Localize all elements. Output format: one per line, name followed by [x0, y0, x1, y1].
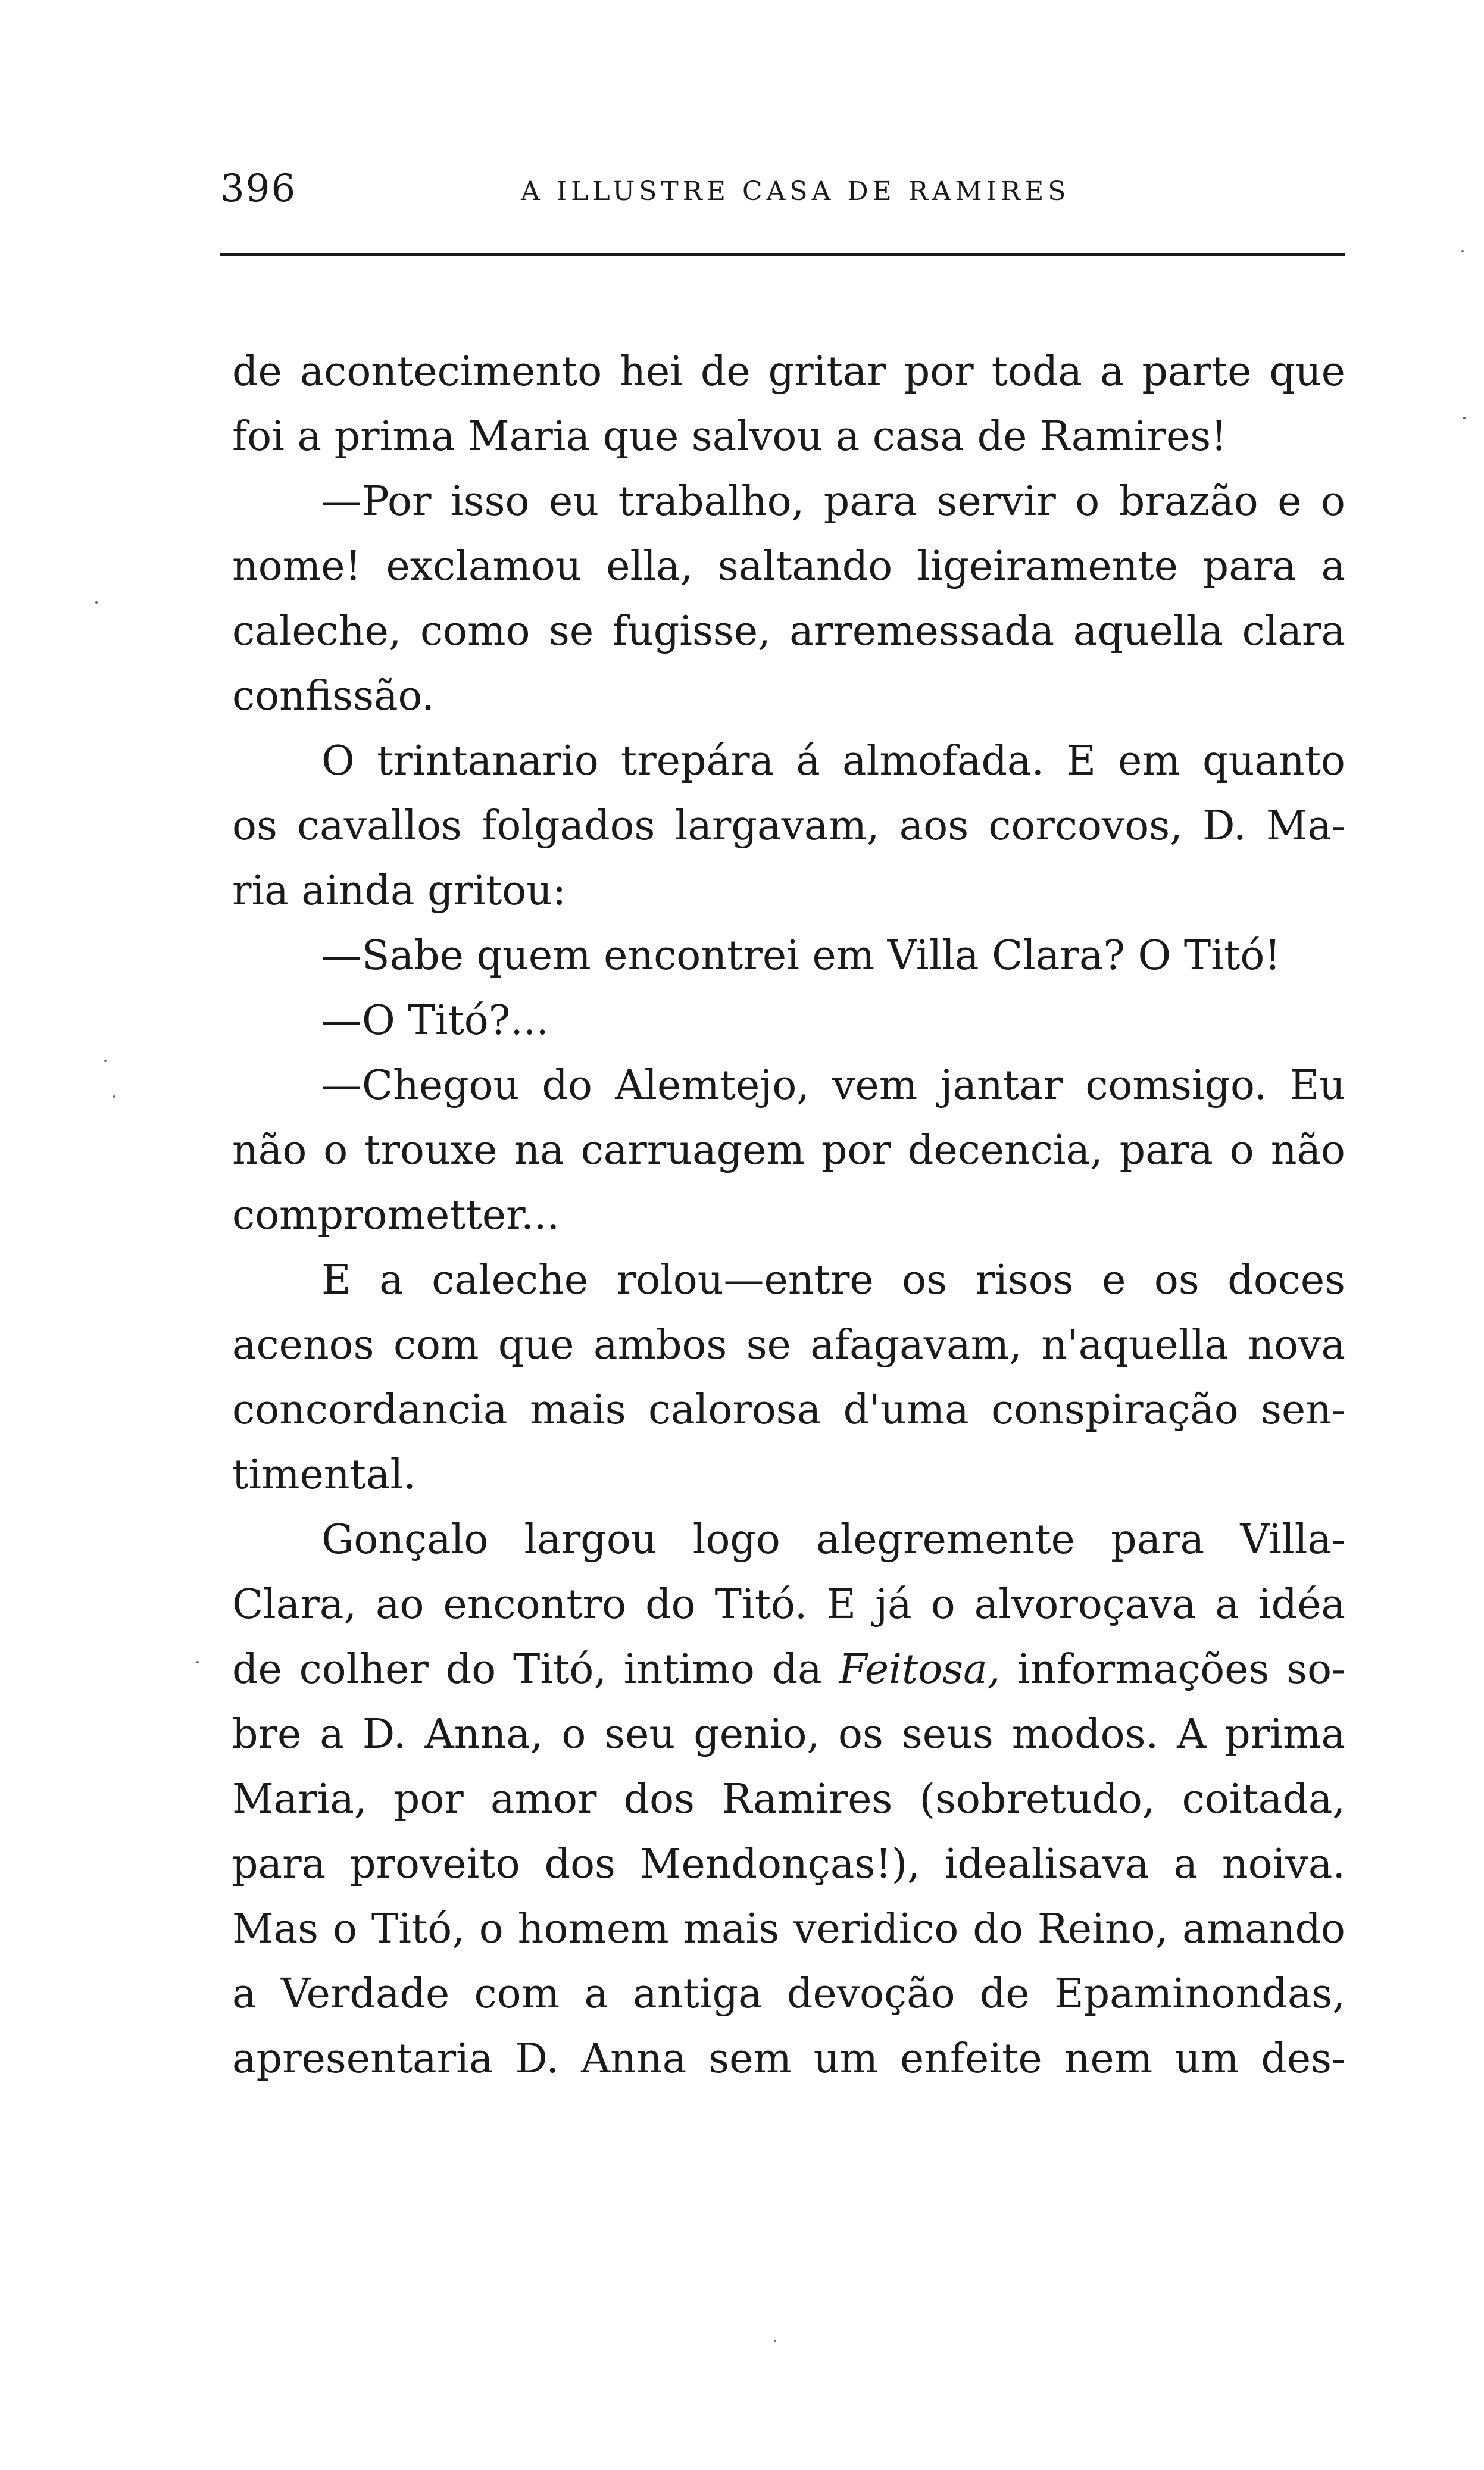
print-speck — [196, 1661, 199, 1663]
running-title: A ILLUSTRE CASA DE RAMIRES — [521, 176, 1070, 207]
text-line: —Chegou do Alemtejo, vem jantar comsigo. Eu — [321, 1062, 1345, 1109]
page-number: 396 — [220, 167, 297, 211]
text-line: ria ainda gritou: — [232, 867, 566, 914]
text-line: Mas o Titó, o homem mais veridico do Reino, amando — [232, 1906, 1345, 1953]
text-line: acenos com que ambos se afagavam, n'aquella nova — [232, 1322, 1345, 1369]
print-speck — [774, 2340, 776, 2342]
italic-name: Feitosa, — [839, 1646, 1001, 1693]
text-line: Maria, por amor dos Ramires (sobretudo, coitada, — [232, 1776, 1345, 1823]
text-line: —O Titó?... — [321, 997, 549, 1044]
text-line: não o trouxe na carruagem por decencia, para o não — [232, 1127, 1345, 1174]
print-speck — [104, 1060, 107, 1062]
text-line: os cavallos folgados largavam, aos corcovos, D. Ma- — [232, 802, 1345, 850]
text-line: —Por isso eu trabalho, para servir o brazão e o — [321, 478, 1345, 525]
text-line: apresentaria D. Anna sem um enfeite nem um des- — [232, 2035, 1345, 2082]
text-line — [232, 1640, 1345, 1705]
print-speck — [113, 1095, 115, 1098]
body-text — [232, 342, 1345, 2094]
text-line: —Sabe quem encontrei em Villa Clara? O Titó! — [321, 932, 1281, 979]
text-line: a Verdade com a antiga devoção de Epaminondas, — [232, 1971, 1345, 2018]
text-line: de acontecimento hei de gritar por toda a parte que — [232, 348, 1345, 395]
text-line: timental. — [232, 1451, 416, 1498]
text-line: para proveito dos Mendonças!), idealisava a noiva. — [232, 1841, 1345, 1888]
print-speck — [95, 601, 98, 604]
text-line: Gonçalo largou logo alegremente para Villa- — [321, 1516, 1345, 1563]
text-line: bre a D. Anna, o seu genio, os seus modos. A prima — [232, 1711, 1345, 1758]
text-line: confissão. — [232, 673, 435, 720]
header-rule — [220, 253, 1345, 256]
text-line: O trintanario trepára á almofada. E em quanto — [321, 738, 1345, 785]
text-segment: informações so- — [1000, 1646, 1345, 1693]
text-segment: de colher do Titó, intimo da — [232, 1646, 839, 1693]
text-line: foi a prima Maria que salvou a casa de Ramires! — [232, 413, 1227, 460]
text-line: nome! exclamou ella, saltando ligeiramente para a — [232, 543, 1345, 590]
text-line: caleche, como se fugisse, arremessada aquella clara — [232, 608, 1345, 655]
print-speck — [1463, 417, 1466, 419]
text-line: comprometter... — [232, 1192, 560, 1239]
text-line: concordancia mais calorosa d'uma conspiração sen- — [232, 1387, 1345, 1434]
page-header — [220, 167, 1345, 220]
text-line: Clara, ao encontro do Titó. E já o alvoroçava a idéa — [232, 1581, 1345, 1628]
print-speck — [1461, 250, 1464, 252]
text-line: E a caleche rolou—entre os risos e os doces — [321, 1257, 1345, 1304]
